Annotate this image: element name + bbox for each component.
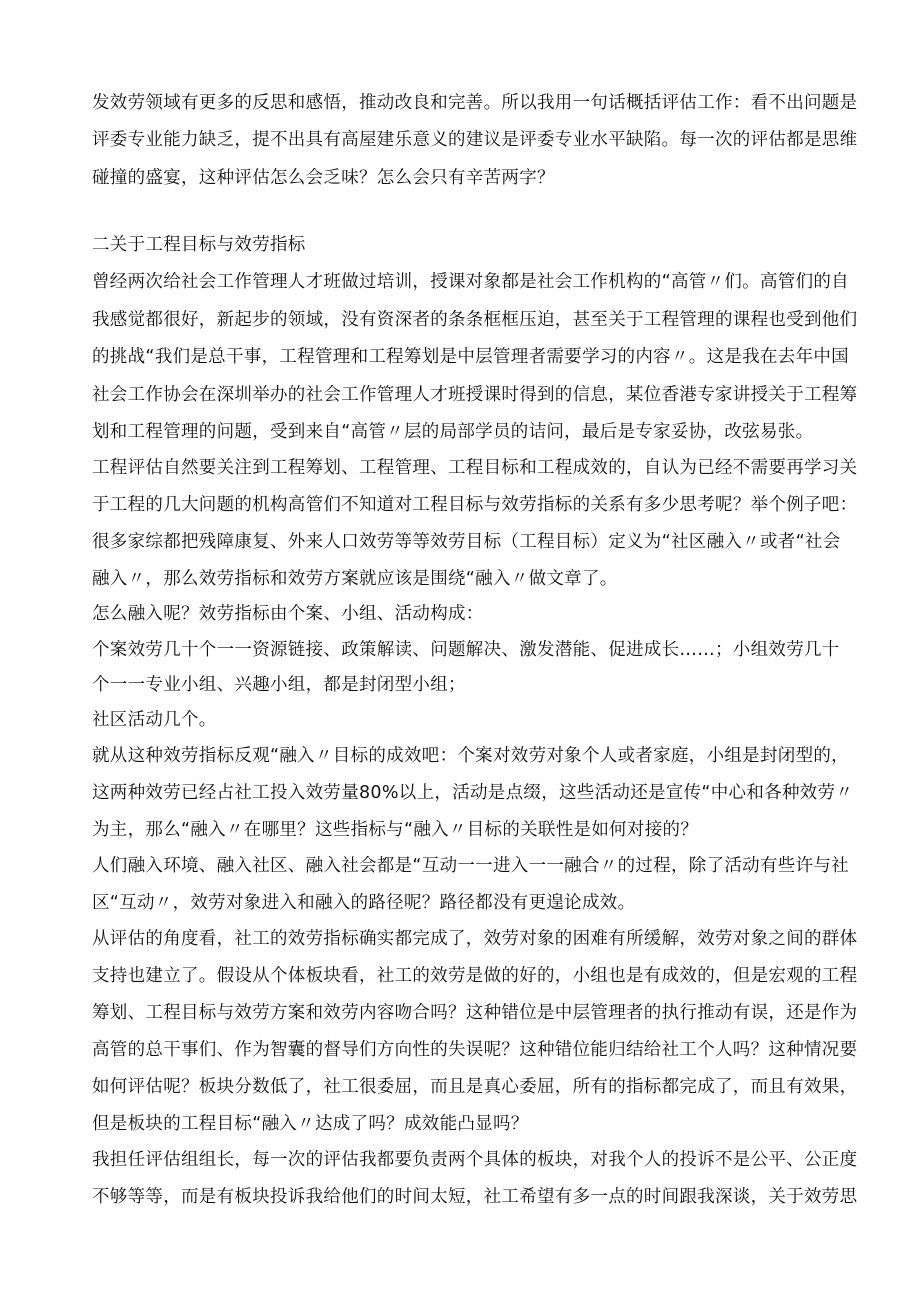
text-line: 如何评估呢？板块分数低了，社工很委屈，而且是真心委屈，所有的指标都完成了，而且有效果， — [92, 1077, 858, 1097]
text-line: 从评估的角度看，社工的效劳指标确实都完成了，效劳对象的困难有所缓解，效劳对象之间的群体 — [92, 929, 858, 949]
text-line: 但是板块的工程目标“融入〃达成了吗？成效能凸显吗？ — [92, 1114, 529, 1134]
text-line: 这两种效劳已经占社工投入效劳量80%以上，活动是点缀，这些活动还是宣传“中心和各种效劳〃 — [92, 783, 854, 803]
text-line: 划和工程管理的问题，受到来自“高管〃层的局部学员的诘问，最后是专家妥协，改弦易张。 — [92, 422, 814, 442]
text-line: 融入〃，那么效劳指标和效劳方案就应该是围绕“融入〃做文章了。 — [92, 569, 618, 589]
text-line: 工程评估自然要关注到工程筹划、工程管理、工程目标和工程成效的，自认为已经不需要再学习关 — [92, 458, 858, 478]
text-line: 筹划、工程目标与效劳方案和效劳内容吻合吗？这种错位是中层管理者的执行推动有误，还是作为 — [92, 1003, 858, 1023]
text-line: 我感觉都很好，新起步的领域，没有资深者的条条框框压迫，甚至关于工程管理的课程也受到他们 — [92, 310, 858, 330]
text-line: 支持也建立了。假设从个体板块看，社工的效劳是做的好的，小组也是有成效的，但是宏观的工程 — [92, 966, 858, 986]
text-line: 人们融入环境、融入社区、融入社会都是“互动一一进入一一融合〃的过程，除了活动有些许与社 — [92, 856, 849, 876]
text-line: 我担任评估组组长，每一次的评估我都要负责两个具体的板块，对我个人的投诉不是公平、公正度 — [92, 1150, 858, 1170]
text-line: 个案效劳几十个一一资源链接、政策解读、问题解决、激发潜能、促进成长……；小组效劳几十 — [92, 640, 840, 660]
text-line: 为主，那么“融入〃在哪里？这些指标与“融入〃目标的关联性是如何对接的？ — [92, 820, 699, 840]
text-line: 就从这种效劳指标反观“融入〃目标的成效吧：个案对效劳对象个人或者家庭，小组是封闭型的， — [92, 746, 849, 766]
text-line: 社会工作协会在深圳举办的社会工作管理人才班授课时得到的信息，某位香港专家讲授关于工程筹 — [92, 385, 858, 405]
text-line: 评委专业能力缺乏，提不出具有高屋建乐意义的建议是评委专业水平缺陷。每一次的评估都是思维 — [92, 130, 858, 150]
text-line: 不够等等，而是有板块投诉我给他们的时间太短，社工希望有多一点的时间跟我深谈，关于效劳思 — [92, 1187, 858, 1207]
text-line: 曾经两次给社会工作管理人才班做过培训，授课对象都是社会工作机构的“高管〃们。高管们的自 — [92, 272, 849, 292]
text-line: 发效劳领域有更多的反思和感悟，推动改良和完善。所以我用一句话概括评估工作：看不出问题是 — [92, 93, 858, 113]
text-line: 的挑战“我们是总干事，工程管理和工程筹划是中层管理者需要学习的内容〃。这是我在去年中国 — [92, 347, 849, 367]
text-line: 个一一专业小组、兴趣小组，都是封闭型小组； — [92, 675, 466, 695]
text-line: 高管的总干事们、作为智囊的督导们方向性的失误呢？这种错位能归结给社工个人吗？这种情况要 — [92, 1040, 858, 1060]
section-heading: 二关于工程目标与效劳指标 — [92, 235, 306, 255]
text-line: 区“互动〃，效劳对象进入和融入的路径呢？路径都没有更遑论成效。 — [92, 893, 636, 913]
text-line: 碰撞的盛宴，这种评估怎么会乏味？怎么会只有辛苦两字？ — [92, 168, 555, 188]
text-line: 于工程的几大问题的机构高管们不知道对工程目标与效劳指标的关系有多少思考呢？举个例子吧： — [92, 495, 858, 515]
text-line: 社区活动几个。 — [92, 710, 217, 730]
text-line: 很多家综都把残障康复、外来人口效劳等等效劳目标（工程目标）定义为“社区融入〃或者“社会 — [92, 532, 841, 552]
text-line: 怎么融入呢？效劳指标由个案、小组、活动构成： — [92, 604, 484, 624]
